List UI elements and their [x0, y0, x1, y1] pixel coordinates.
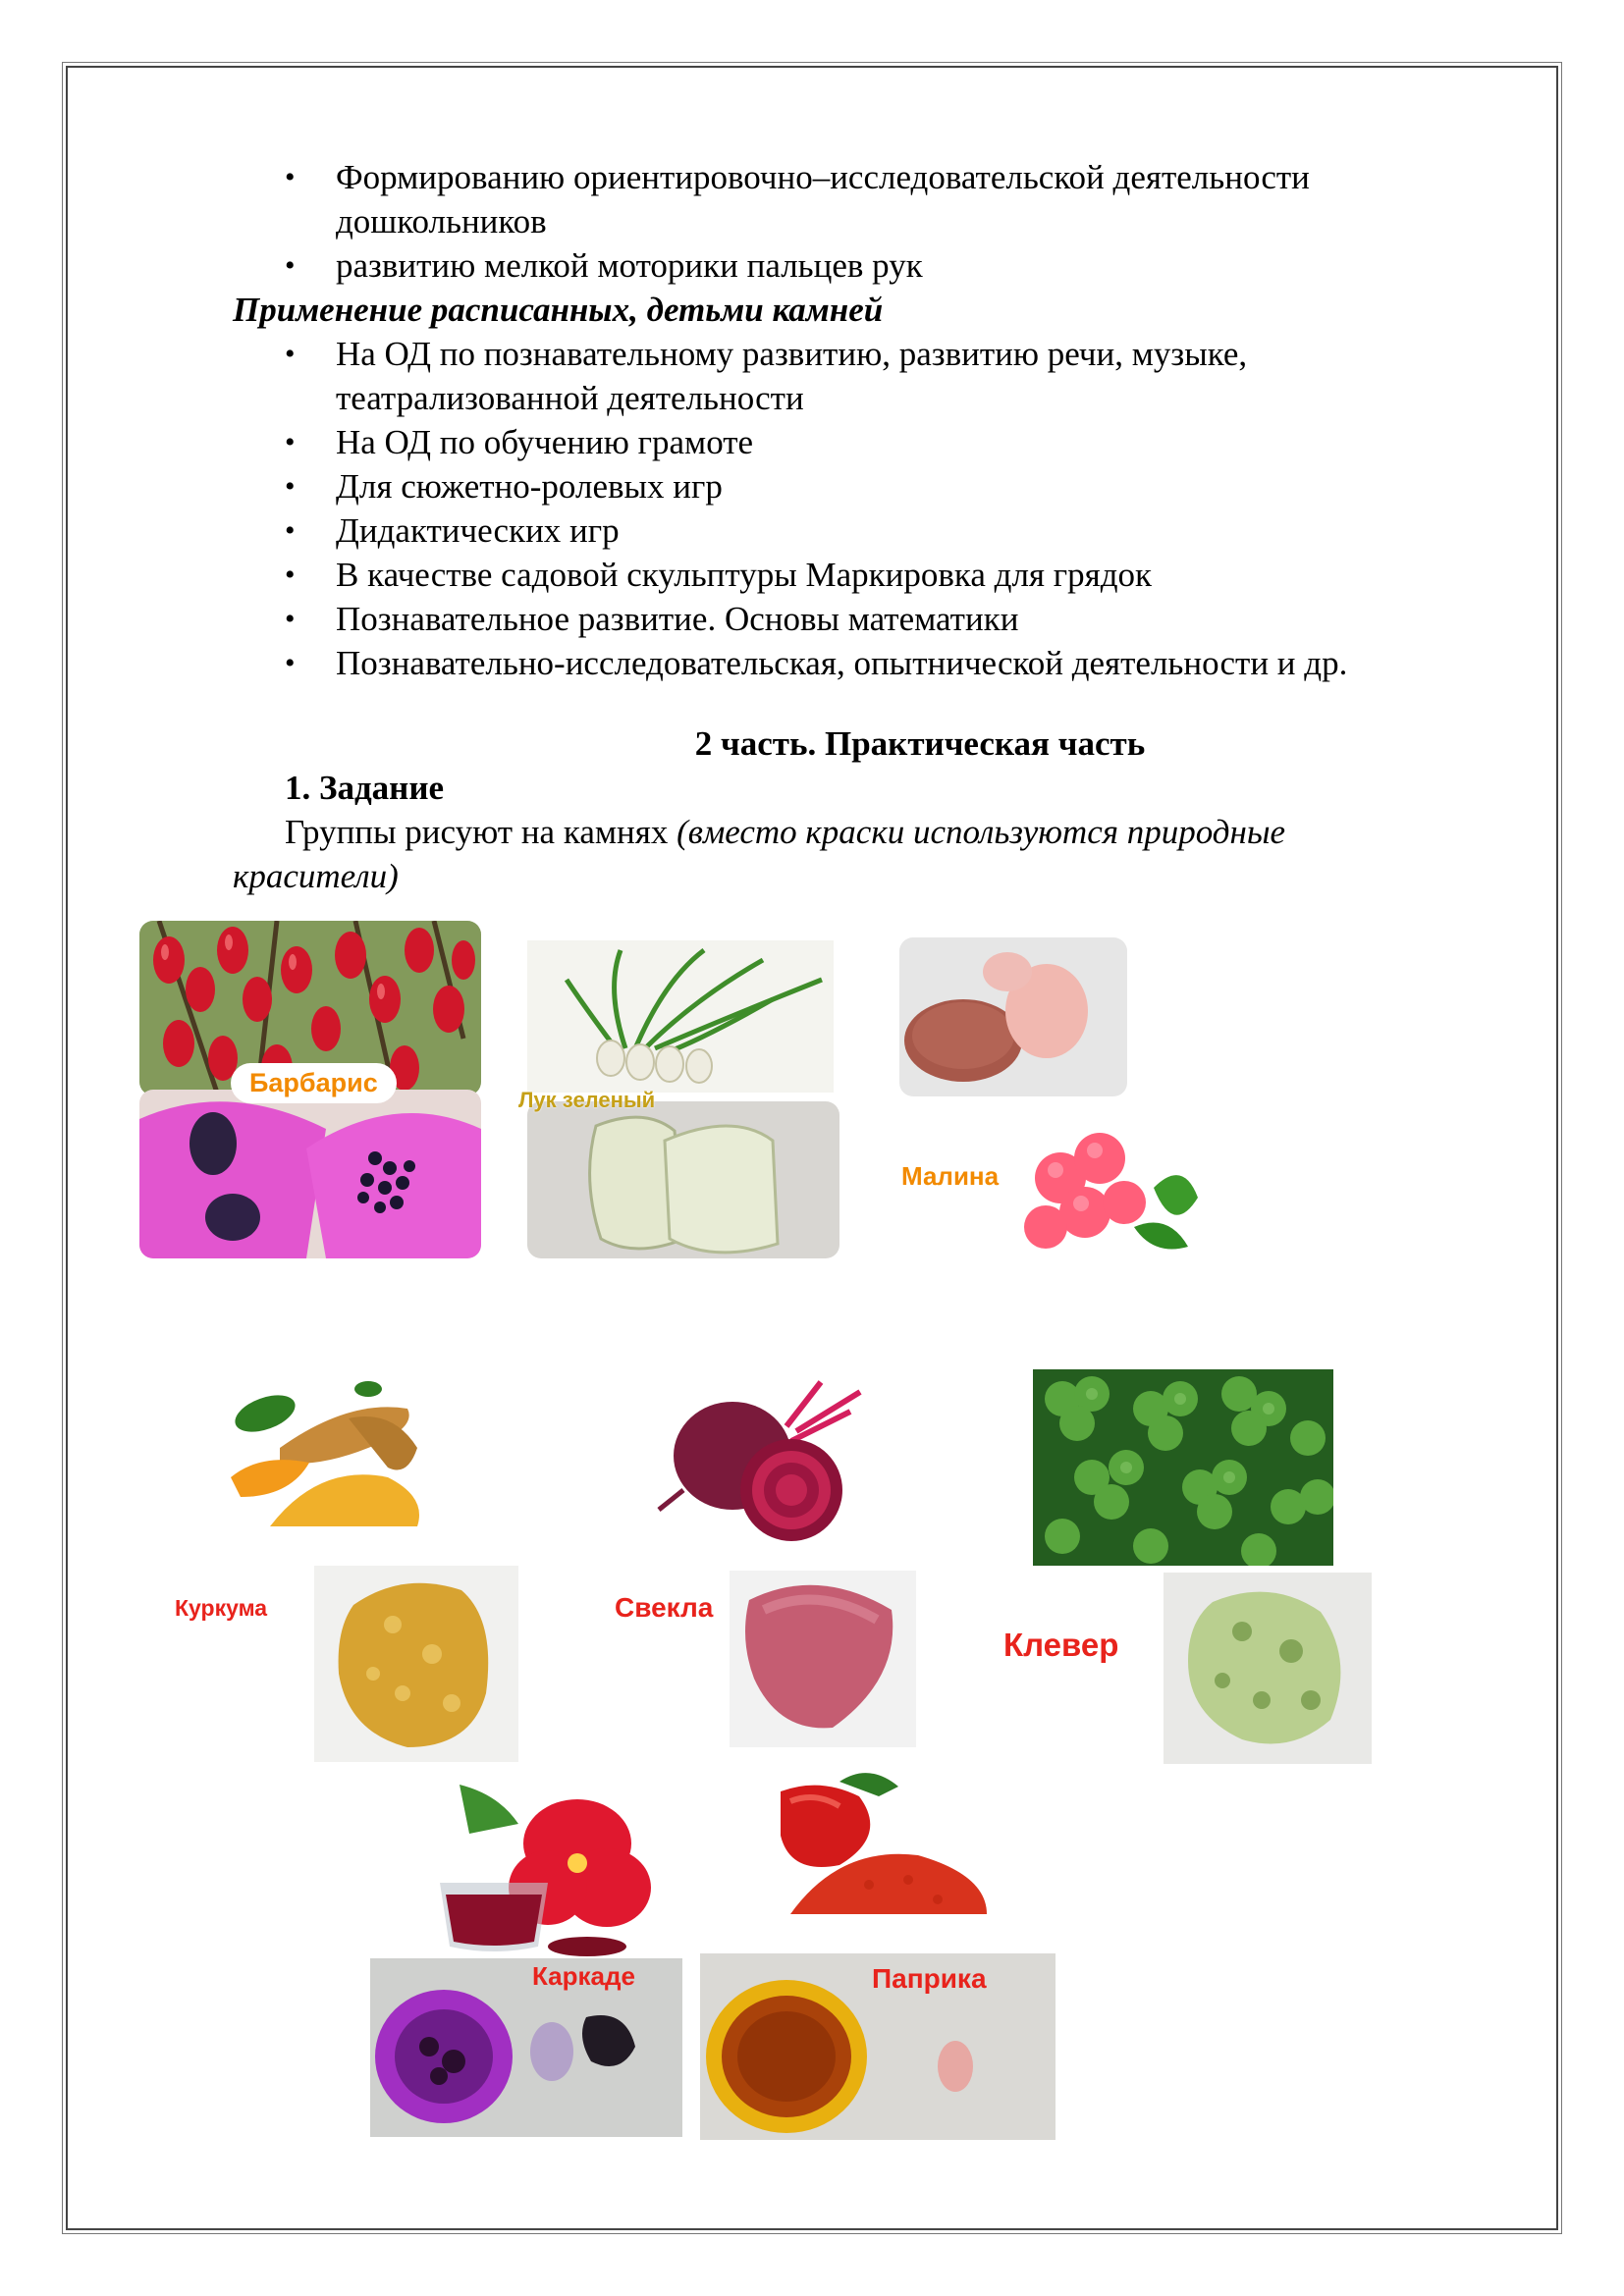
list-item: • На ОД по познавательному развитию, развитию речи, музыке, театрализованной деятельности — [285, 332, 1483, 420]
turmeric-stone-photo — [314, 1566, 518, 1762]
barberry-stones-photo — [139, 1090, 481, 1258]
hibiscus-stones-photo — [370, 1958, 682, 2137]
beet-label: Свекла — [615, 1592, 714, 1623]
task-heading: 1. Задание — [285, 769, 445, 807]
list-item: • развитию мелкой моторики пальцев рук — [285, 243, 1483, 288]
task-text-note: (вместо краски используются природные красители) — [233, 813, 1286, 895]
clover-photo — [1033, 1369, 1333, 1566]
section-heading: Применение расписанных, детьми камней — [233, 291, 884, 329]
clover-label: Клевер — [1003, 1627, 1119, 1663]
barberry-label: Барбарис — [234, 1066, 394, 1100]
raspberry-photo — [1006, 1119, 1203, 1256]
onion-photo — [527, 940, 834, 1093]
part-heading: 2 часть. Практическая часть — [694, 724, 1146, 763]
paprika-photo — [761, 1767, 1006, 1934]
beet-stone-photo — [730, 1571, 916, 1747]
task-text — [233, 810, 1431, 898]
onion-label: Лук зеленый — [518, 1088, 656, 1112]
task-text-main: Группы рисуют на камнях — [285, 813, 677, 851]
hibiscus-label: Каркаде — [532, 1961, 635, 1991]
list-item: • Для сюжетно-ролевых игр — [285, 464, 1483, 508]
raspberry-stones-photo — [899, 937, 1127, 1096]
turmeric-label: Куркума — [175, 1595, 268, 1621]
list-item: • В качестве садовой скульптуры Маркировка для грядок — [285, 553, 1483, 597]
onion-stones-photo — [527, 1101, 839, 1258]
turmeric-photo — [221, 1369, 442, 1531]
list-item: • Познавательно-исследовательская, опытнической деятельности и др. — [285, 641, 1483, 685]
usage-list — [285, 332, 1483, 685]
beet-photo — [654, 1372, 872, 1551]
paprika-label: Паприка — [872, 1963, 987, 1994]
list-item: • Формированию ориентировочно–исследовательской деятельности дошкольников — [285, 155, 1483, 243]
clover-stone-photo — [1164, 1573, 1372, 1764]
intro-list — [285, 155, 1483, 288]
hibiscus-photo — [410, 1785, 680, 1956]
list-item: • На ОД по обучению грамоте — [285, 420, 1483, 464]
list-item: • Дидактических игр — [285, 508, 1483, 553]
raspberry-label: Малина — [901, 1161, 1000, 1191]
list-item: • Познавательное развитие. Основы математики — [285, 597, 1483, 641]
